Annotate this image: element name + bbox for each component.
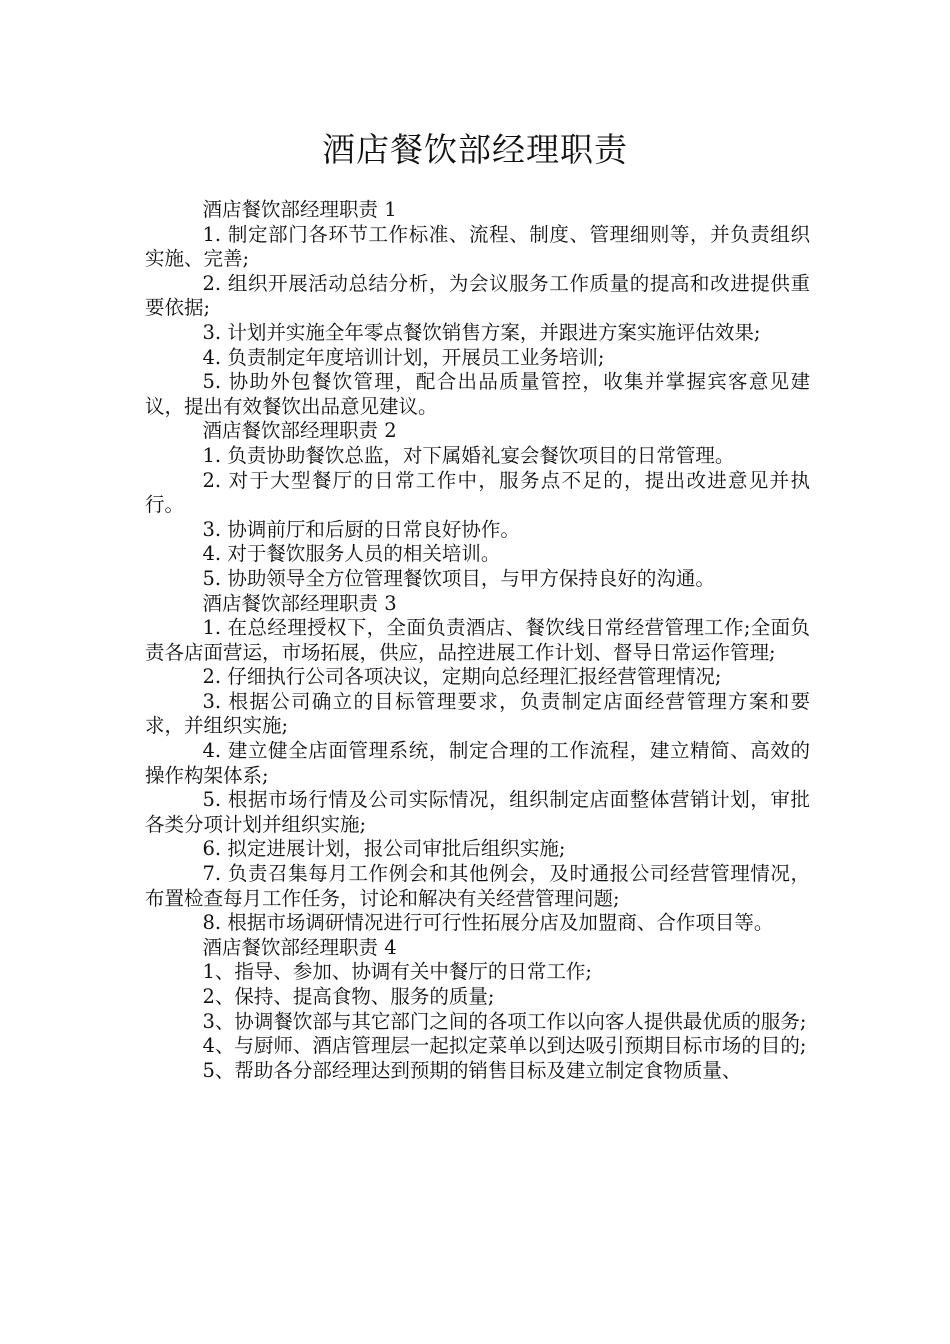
paragraph: 4. 建立健全店面管理系统，制定合理的工作流程，建立精简、高效的操作构架体系; [145, 739, 810, 787]
document-body [145, 198, 810, 1083]
paragraph: 4、与厨师、酒店管理层一起拟定菜单以到达吸引预期目标市场的目的; [202, 1034, 807, 1058]
section-heading-1: 酒店餐饮部经理职责 1 [202, 198, 397, 221]
paragraph: 2. 对于大型餐厅的日常工作中，服务点不足的，提出改进意见并执行。 [145, 468, 810, 517]
section-heading-4: 酒店餐饮部经理职责 4 [202, 935, 397, 959]
paragraph: 1. 在总经理授权下，全面负责酒店、餐饮线日常经营管理工作;全面负责各店面营运，市场拓展，供应，品控进展工作计划、督导日常运作管理; [145, 616, 810, 664]
paragraph: 7. 负责召集每月工作例会和其他例会，及时通报公司经营管理情况，布置检查每月工作任务，讨论和解决有关经营管理问题; [145, 862, 810, 910]
paragraph: 2. 组织开展活动总结分析，为会议服务工作质量的提高和改进提供重要依据; [145, 271, 810, 320]
paragraph: 6. 拟定进展计划，报公司审批后组织实施; [202, 837, 566, 861]
paragraph: 4. 负责制定年度培训计划，开展员工业务培训; [202, 345, 605, 369]
section-heading-2: 酒店餐饮部经理职责 2 [202, 419, 397, 443]
paragraph: 8. 根据市场调研情况进行可行性拓展分店及加盟商、合作项目等。 [202, 911, 774, 935]
paragraph: 1、指导、参加、协调有关中餐厅的日常工作; [202, 960, 592, 984]
paragraph: 5. 协助领导全方位管理餐饮项目，与甲方保持良好的沟通。 [202, 566, 715, 590]
section-heading-3: 酒店餐饮部经理职责 3 [202, 591, 397, 615]
paragraph: 3. 计划并实施全年零点餐饮销售方案，并跟进方案实施评估效果; [202, 320, 761, 344]
paragraph: 3. 协调前厅和后厨的日常良好协作。 [202, 517, 520, 541]
paragraph: 5. 协助外包餐饮管理，配合出品质量管控，收集并掌握宾客意见建议，提出有效餐饮出品意见建议。 [145, 370, 810, 418]
paragraph: 5. 根据市场行情及公司实际情况，组织制定店面整体营销计划，审批各类分项计划并组织实施; [145, 788, 810, 836]
paragraph: 2、保持、提高食物、服务的质量; [202, 985, 495, 1008]
paragraph: 4. 对于餐饮服务人员的相关培训。 [202, 542, 501, 566]
paragraph: 1. 负责协助餐饮总监，对下属婚礼宴会餐饮项目的日常管理。 [202, 443, 735, 467]
document-title: 酒店餐饮部经理职责 [322, 130, 628, 169]
paragraph: 3、协调餐饮部与其它部门之间的各项工作以向客人提供最优质的服务; [202, 1009, 807, 1033]
paragraph: 2. 仔细执行公司各项决议，定期向总经理汇报经营管理情况; [202, 665, 722, 689]
paragraph: 5、帮助各分部经理达到预期的销售目标及建立制定食物质量、 [202, 1058, 742, 1082]
paragraph: 1. 制定部门各环节工作标准、流程、制度、管理细则等，并负责组织实施、完善; [145, 222, 810, 271]
paragraph: 3. 根据公司确立的目标管理要求，负责制定店面经营管理方案和要求，并组织实施; [145, 689, 810, 738]
